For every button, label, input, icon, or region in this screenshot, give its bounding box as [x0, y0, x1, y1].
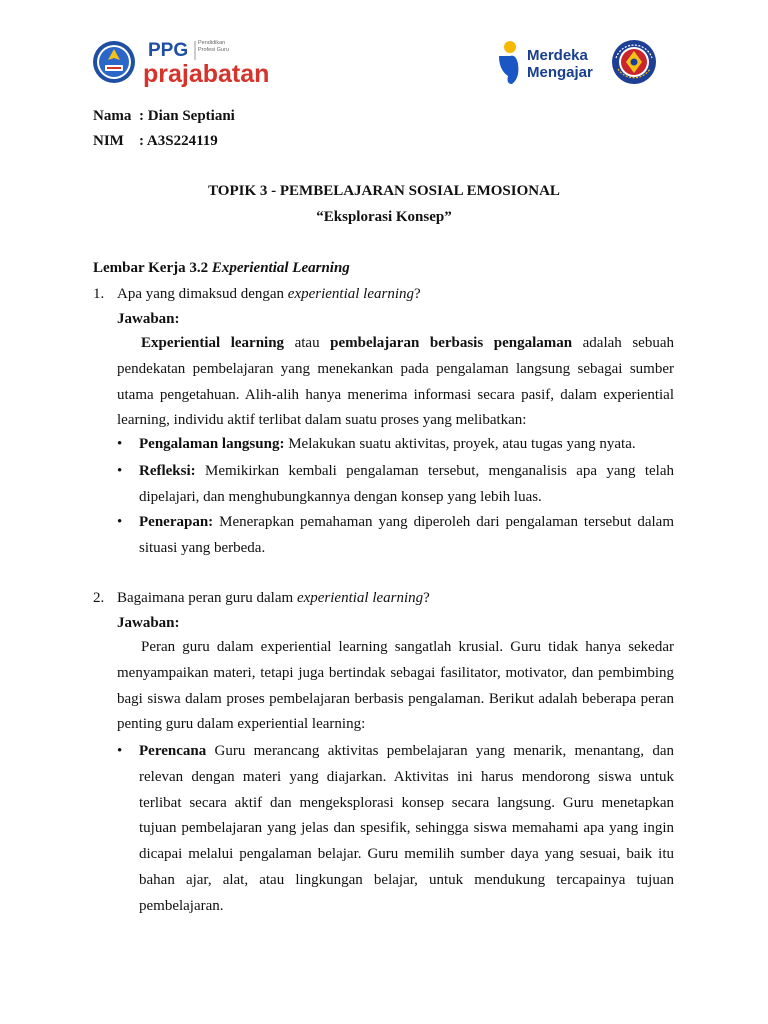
bullet-heading: Pengalaman langsung: [139, 436, 285, 452]
answer-2-bullet-1 [139, 739, 674, 920]
answer-1-bullet-3 [139, 510, 674, 562]
question-2-suffix: ? [423, 590, 430, 606]
answer-1-bullet-2 [139, 459, 674, 511]
question-1-suffix: ? [414, 286, 421, 302]
nim-value: : A3S224119 [139, 133, 218, 149]
answer-1-term-translation: pembelajaran berbasis pengalaman [330, 335, 573, 351]
merdeka-mengajar-emblem-icon [496, 38, 660, 88]
name-label: Nama [93, 108, 132, 124]
answer-2-intro: Peran guru dalam experiential learning sangatlah krusial. Guru tidak hanya sekedar menyampaikan materi, tetapi juga bertindak sebagai fasilitator, motivator, dan pembimbing bagi siswa dalam proses pembelajaran berbasis pengalaman. Berikut adalah beberapa peran penting guru dalam experiential learning: [117, 639, 674, 733]
question-1-prefix: Apa yang dimaksud dengan [117, 286, 288, 302]
bullet-heading: Penerapan: [139, 514, 214, 530]
answer-2-label: Jawaban: [117, 615, 180, 631]
mengajar-text: Mengajar [527, 64, 593, 81]
bullet-icon: • [117, 436, 123, 452]
university-seal-icon [612, 40, 656, 84]
bullet-heading: Refleksi: [139, 463, 196, 479]
answer-1-label: Jawaban: [117, 311, 180, 327]
merdeka-mengajar-logo [496, 38, 660, 88]
merdeka-text: Merdeka [527, 47, 588, 64]
ppg-brand-bottom: prajabatan [143, 60, 270, 88]
bullet-body: Memikirkan kembali pengalaman tersebut, menganalisis apa yang telah dipelajari, dan menghubungkannya dengan konsep yang lebih luas. [139, 463, 674, 505]
ppg-prajabatan-logo [92, 36, 274, 88]
question-1-number: 1. [93, 286, 105, 302]
ppg-tagline: Pendidikan Profesi Guru [198, 40, 229, 53]
question-2-italic: experiential learning [296, 590, 424, 606]
bullet-body: Melakukan suatu aktivitas, proyek, atau tugas yang nyata. [284, 436, 636, 452]
name-value: : Dian Septiani [139, 108, 235, 124]
bullet-body: Guru merancang aktivitas pembelajaran yang menarik, menantang, dan relevan dengan materi yang diajarkan. Aktivitas ini harus mendorong siswa untuk terlibat secara aktif dan mengeksplorasi konsep secara langsung. Guru menetapkan tujuan pembelajaran yang jelas dan spesifik, sehingga siswa memahami apa yang ingin dicapai melalui pengalaman belajar. Guru memilih sumber daya yang sesuai, baik itu bahan ajar, alat, atau lingkungan belajar, untuk mendukung tercapainya tujuan pembelajaran. [139, 743, 674, 914]
bullet-icon: • [117, 463, 123, 479]
bullet-body: Menerapkan pemahaman yang diperoleh dari pengalaman tersebut dalam situasi yang berbeda. [139, 514, 674, 556]
bullet-heading: Perencana [139, 743, 207, 759]
answer-1-connector: atau [284, 335, 331, 351]
answer-1-bullet-1 [139, 432, 674, 458]
bullet-icon: • [117, 514, 123, 530]
tut-wuri-handayani-emblem-icon [92, 36, 274, 88]
student-nim-line [93, 133, 218, 150]
worksheet-title-prefix: Lembar Kerja 3.2 [93, 260, 212, 276]
student-name-line [93, 108, 235, 125]
answer-1-term: Experiential learning [141, 335, 285, 351]
question-2-number: 2. [93, 590, 105, 606]
topic-title: TOPIK 3 - PEMBELAJARAN SOSIAL EMOSIONAL [208, 183, 560, 199]
answer-1-intro [117, 331, 674, 434]
ppg-brand-top: PPG [148, 40, 189, 61]
worksheet-title [93, 260, 350, 277]
answer-1-definition: adalah sebuah pendekatan pembelajaran yang menekankan pada pengalaman langsung sebagai sumber utama pengetahuan. Alih-alih hanya menerima informasi secara pasif, dalam experiential learning, individu aktif terlibat dalam suatu proses yang melibatkan: [117, 335, 674, 429]
question-1-italic: experiential learning [287, 286, 415, 302]
question-2-prefix: Bagaimana peran guru dalam [117, 590, 297, 606]
question-1-text [117, 286, 421, 303]
topic-subtitle: “Eksplorasi Konsep” [316, 209, 452, 225]
question-2-text [117, 590, 430, 607]
nim-label: NIM [93, 133, 124, 149]
bullet-icon: • [117, 743, 123, 759]
worksheet-title-italic: Experiential Learning [211, 260, 350, 276]
